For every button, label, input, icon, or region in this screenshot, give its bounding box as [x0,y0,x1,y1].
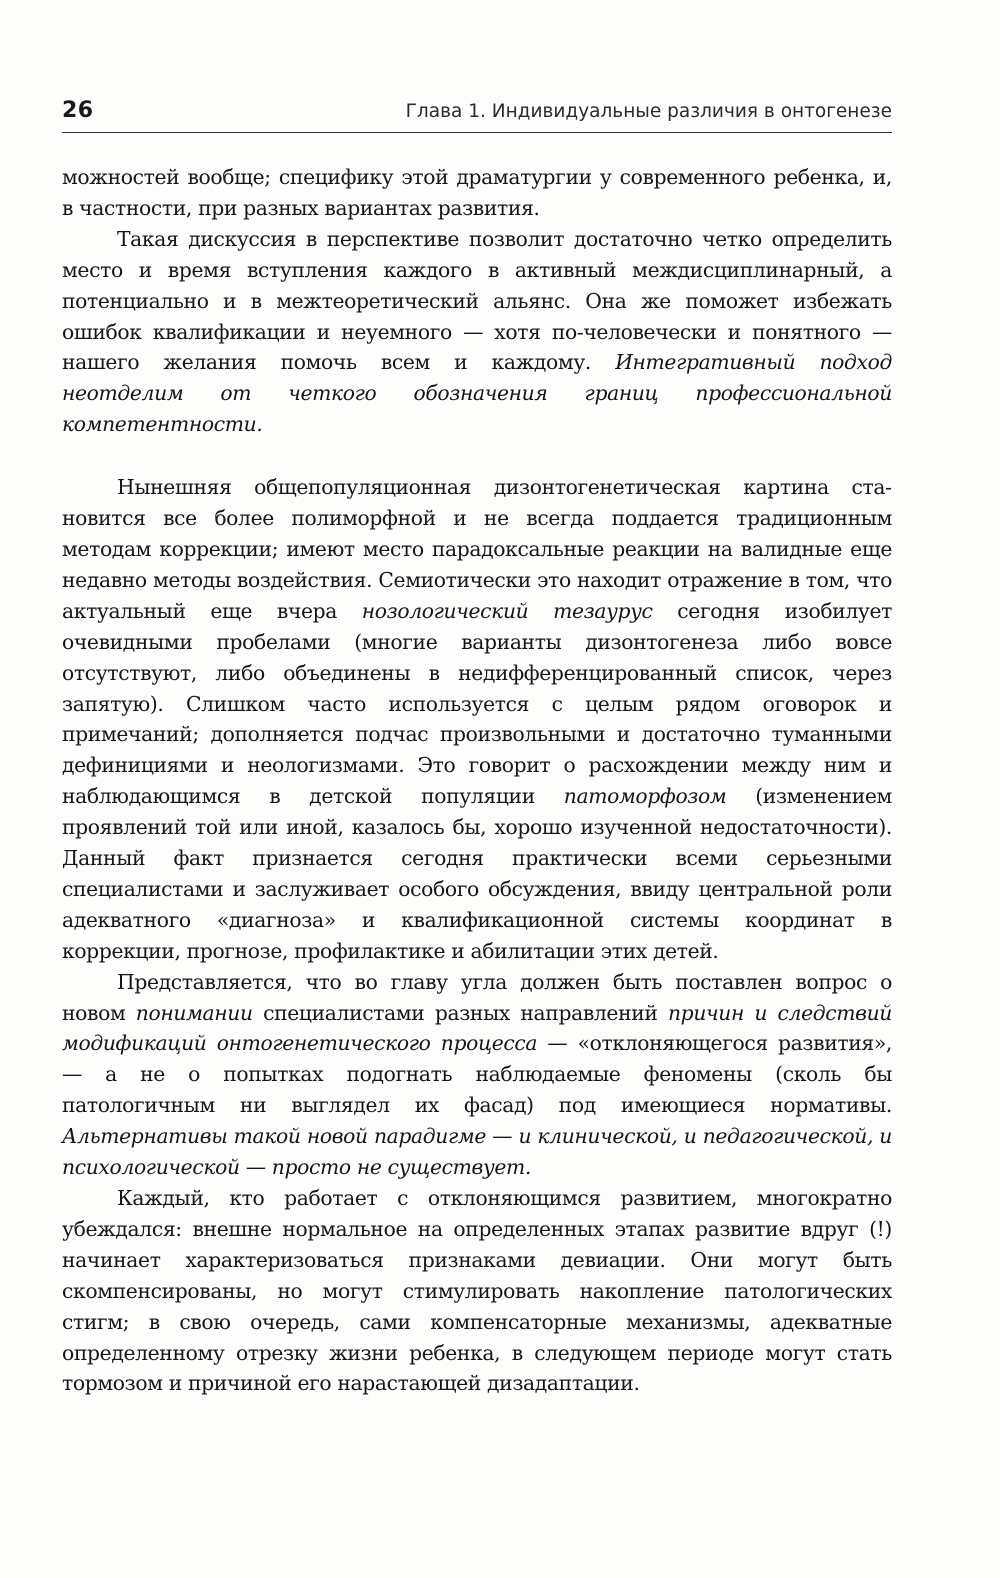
body-text [62,162,892,1399]
italic-run: понимании [135,1000,253,1025]
text-run: (изменением проявлений той или иной, казалось бы, хорошо изученной недостаточности). Данный факт признается сегодня практически всеми серьезными специалистами и заслуживает особого обсуждения, ввиду центральной роли адекватного «диагноза» и квалификационной системы координат в коррекции, прогнозе, профилактике и абилитации этих детей. [62,784,892,963]
text-run: специалистами разных направлений [252,1000,668,1025]
italic-run: нозологический тезаурус [361,598,653,623]
italic-run: патоморфозом [563,784,727,809]
page-number: 26 [62,98,94,123]
text-run: Нынешняя общепопуляционная дизонтогенетическая картина становится все более полиморфной и не всегда поддается традиционным методам коррекции; имеют место парадоксальные реакции на валидные еще недавно методы воздействия. Семиотически это находит отражение в том, что актуальный еще вчера [62,475,892,623]
text-run: сегодня изобилует очевидными пробелами (многие варианты дизонтогенеза либо вовсе отсутствуют, либо объединены в недифференцированный список, через запятую). Слишком часто используется с целым рядом оговорок и примечаний; дополняется подчас произвольными и достаточно туманными дефинициями и неологизмами. Это говорит о расхождении между ним и наблюдающимся в детской популяции [62,598,892,809]
text-run: Такая дискуссия в перспективе позволит достаточно четко определить место и время вступления каждого в активный междисциплинарный, а потенциально и в межтеоретический альянс. Она же поможет избежать ошибок квалификации и неуемного — хотя по-человечески и понятного — нашего желания помочь всем и каждому. [62,226,892,375]
text-run: — «отклоняющегося развития», — а не о попытках подогнать наблюдаемые феномены (сколь бы патологичным ни выглядел их фасад) под имеющиеся нормативы. [62,1031,892,1118]
italic-run: причин и следствий модификаций онтогенетического процесса [62,1000,893,1056]
italic-run: Альтернативы такой новой парадигме — и клинической, и педагогической, и психологической — просто не существует. [62,1124,892,1180]
paragraph-new-understanding [62,967,892,1183]
text-run: Представляется, что во главу угла должен быть поставлен вопрос о новом [62,969,892,1025]
page-header [62,96,892,133]
text-run: можностей вообще; специфику этой драматургии у современного ребенка, и, в частности, при разных вариантах развития. [62,165,892,220]
paragraph-continuation [62,162,892,224]
paragraph-deviant-development [62,1183,892,1399]
italic-run: Интегративный подход неотделим от четкого обозначения границ профессиональной компетентности. [62,350,892,437]
paragraph-dysontogenetic-picture [62,472,892,967]
running-title: Глава 1. Индивидуальные различия в онтогенезе [405,101,892,122]
paragraph-discussion [62,224,892,440]
text-run: Каждый, кто работает с отклоняющимся развитием, многократно убеждался: внешне нормальное на определенных этапах развитие вдруг (!) начинает характеризоваться признаками девиации. Они могут быть скомпенсированы, но могут стимулировать накопление патологических стигм; в свою очередь, сами компенсаторные механизмы, адекватные определенному отрезку жизни ребенка, в следующем периоде могут стать тормозом и причиной его нарастающей дизадаптации. [62,1186,892,1396]
